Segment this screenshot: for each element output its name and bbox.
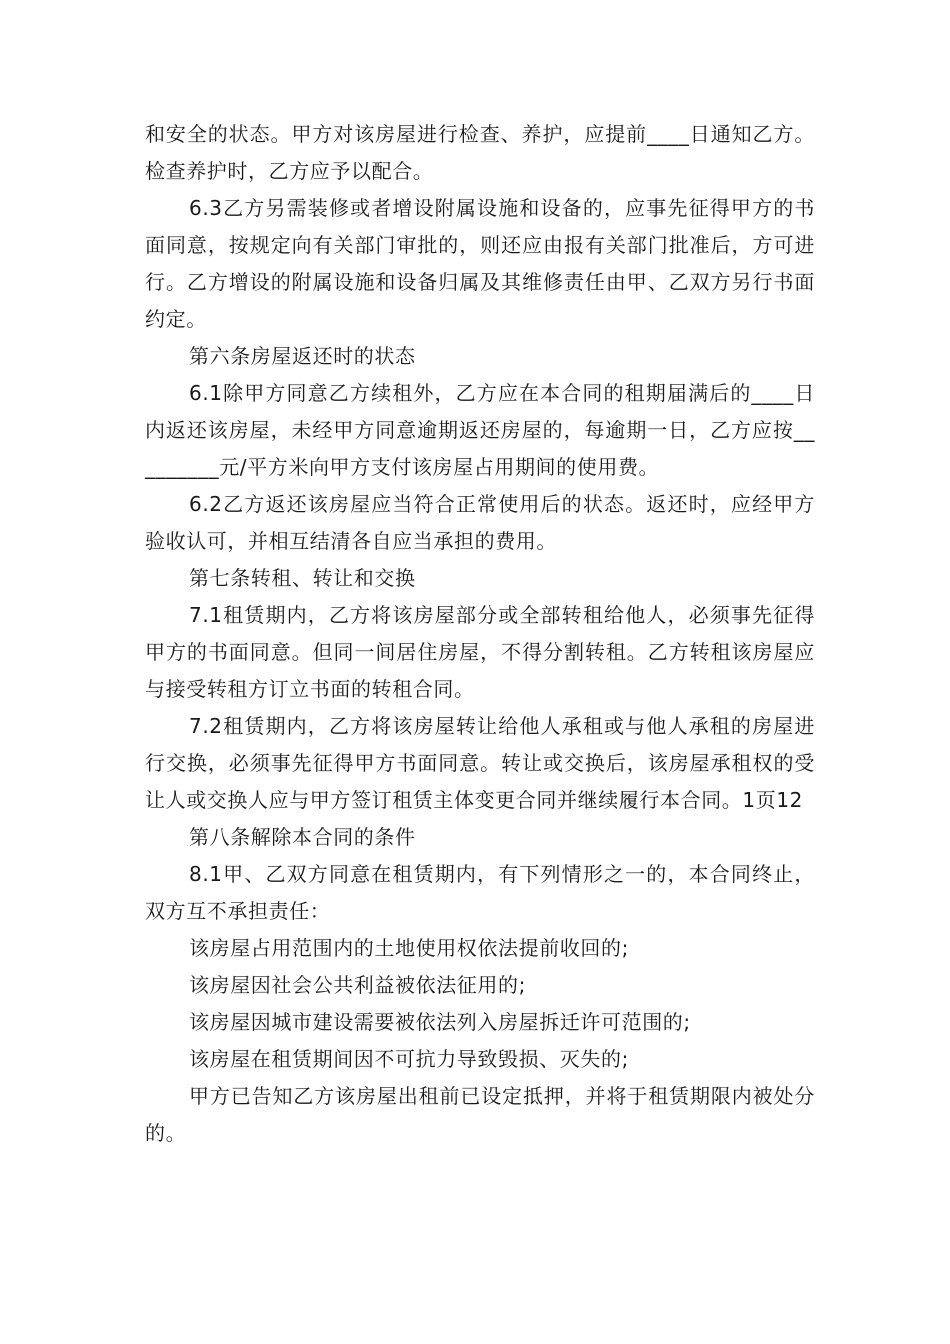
article-6-heading: 第六条房屋返还时的状态 — [189, 344, 416, 368]
clause-8-1: 8.1甲、乙双方同意在租赁期内，有下列情形之一的，本合同终止，双方互不承担责任： — [145, 862, 815, 923]
clause-6-2: 6.2乙方返还该房屋应当符合正常使用后的状态。返还时，应经甲方验收认可，并相互结清各自应当承担的费用。 — [145, 492, 815, 553]
article-7-heading: 第七条转租、转让和交换 — [189, 566, 416, 590]
document-body — [145, 116, 815, 1152]
clause-7-1: 7.1租赁期内，乙方将该房屋部分或全部转租给他人，必须事先征得甲方的书面同意。但同一间居住房屋，不得分割转租。乙方转租该房屋应与接受转租方订立书面的转租合同。 — [145, 603, 815, 701]
article-8-heading: 第八条解除本合同的条件 — [189, 825, 416, 849]
termination-condition-2: 该房屋因社会公共利益被依法征用的; — [189, 973, 526, 997]
clause-6-3: 6.3乙方另需装修或者增设附属设施和设备的，应事先征得甲方的书面同意，按规定向有关部门审批的，则还应由报有关部门批准后，方可进行。乙方增设的附属设施和设备归属及其维修责任由甲、乙双方另行书面约定。 — [145, 196, 815, 331]
termination-condition-3: 该房屋因城市建设需要被依法列入房屋拆迁许可范围的; — [189, 1010, 691, 1034]
clause-6-1: 6.1除甲方同意乙方续租外，乙方应在本合同的租期届满后的____日内返还该房屋，未经甲方同意逾期返还房屋的，每逾期一日，乙方应按_________元/平方米向甲方支付该房屋占用期间的使用费。 — [145, 381, 815, 479]
clause-7-2: 7.2租赁期内，乙方将该房屋转让给他人承租或与他人承租的房屋进行交换，必须事先征得甲方书面同意。转让或交换后，该房屋承租权的受让人或交换人应与甲方签订租赁主体变更合同并继续履行本合同。1页12 — [145, 714, 815, 812]
paragraph-maintenance-notice: 和安全的状态。甲方对该房屋进行检查、养护，应提前____日通知乙方。检查养护时，乙方应予以配合。 — [145, 122, 815, 183]
termination-condition-4: 该房屋在租赁期间因不可抗力导致毁损、灭失的; — [189, 1047, 629, 1071]
termination-condition-5: 甲方已告知乙方该房屋出租前已设定抵押，并将于租赁期限内被处分的。 — [145, 1084, 815, 1145]
termination-condition-1: 该房屋占用范围内的土地使用权依法提前收回的; — [189, 936, 629, 960]
